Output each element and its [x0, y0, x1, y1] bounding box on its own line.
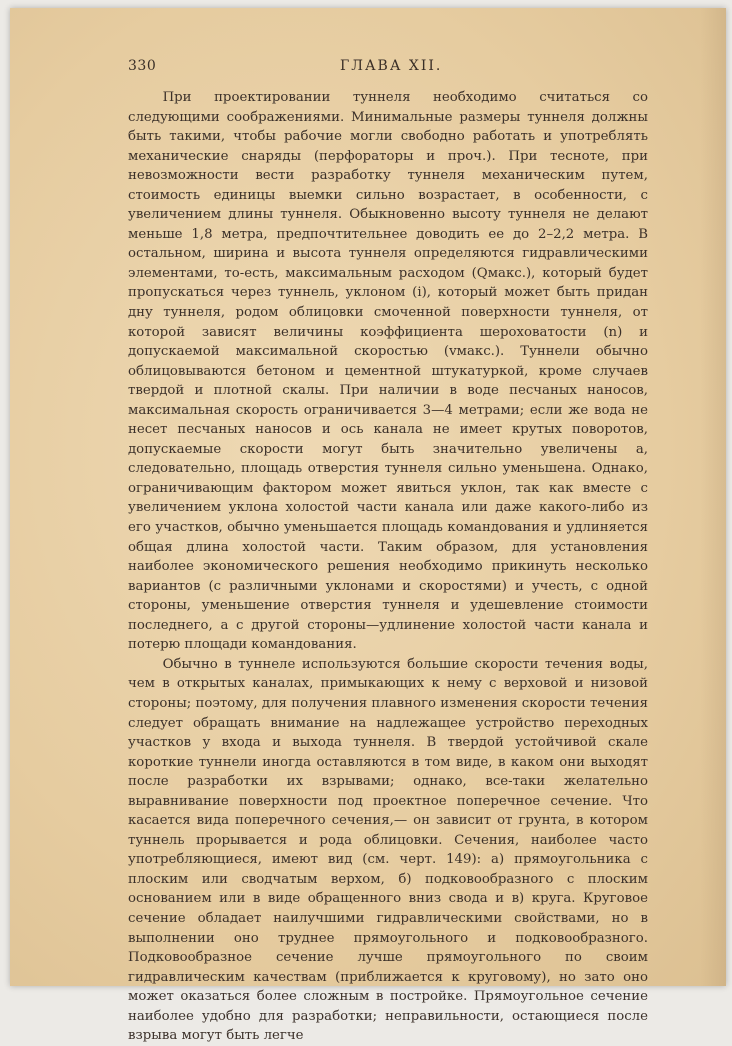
page-number: 330 [128, 58, 157, 74]
chapter-heading: ГЛАВА XII. [340, 58, 443, 74]
paragraph-2: Обычно в туннеле используются большие скорости течения воды, чем в открытых каналах, примыкающих к нему с верховой и низовой стороны; поэтому, для получения плавного изменения скорости течения следует обращать внимание на надлежащее устройство переходных участков у входа и выхода туннеля. В твердой устойчивой скале короткие туннели иногда оставляются в том виде, в каком они выходят после разработки их взрывами; однако, все-таки желательно выравнивание поверхности под проектное поперечное сечение. Что касается вида поперечного сечения,— он зависит от грунта, в котором туннель прорывается и рода облицовки. Сечения, наиболее часто употребляющиеся, имеют вид (см. черт. 149): а) прямоугольника с плоским или сводчатым верхом, б) подковообразного с плоским основанием или в виде обращенного вниз свода и в) круга. Круговое сечение обладает наилучшими гидравлическими свойствами, но в выполнении оно труднее прямоугольного и подковообразного. Подковообразное сечение лучше прямоугольного по своим гидравлическим качествам (приближается к круговому), но зато оно может оказаться более сложным в постройке. Прямоугольное сечение наиболее удобно для разработки; неправильности, остающиеся после взрыва могут быть легче [128, 656, 648, 1044]
body-text [128, 88, 648, 1046]
page-header [128, 56, 508, 78]
book-page [10, 8, 726, 1044]
paragraph-1: При проектировании туннеля необходимо считаться со следующими соображениями. Минимальные размеры туннеля должны быть такими, чтобы рабочие могли свободно работать и употреблять механические снаряды (перфораторы и проч.). При тесноте, при невозможности вести разработку туннеля механическим путем, стоимость единицы выемки сильно возрастает, в особенности, с увеличением длины туннеля. Обыкновенно высоту туннеля не делают меньше 1,8 метра, предпочтительнее доводить ее до 2–2,2 метра. В остальном, ширина и высота туннеля определяются гидравлическими элементами, то-есть, максимальным расходом (Qмакс.), который будет пропускаться через туннель, уклоном (i), который может быть придан дну туннеля, родом облицовки смоченной поверхности туннеля, от которой зависят величины коэффициента шероховатости (n) и допускаемой максимальной скоростью (vмакс.). Туннели обычно облицовываются бетоном и цементной штукатуркой, кроме случаев твердой и плотной скалы. При наличии в воде песчаных наносов, максимальная скорость ограничивается 3—4 метрами; если же вода не несет песчаных наносов и ось канала не имеет крутых поворотов, допускаемые скорости могут быть значительно увеличены а, следовательно, площадь отверстия туннеля сильно уменьшена. Однако, ограничивающим фактором может явиться уклон, так как вместе с увеличением уклона холостой части канала или даже какого-либо из его участков, обычно уменьшается площадь командования и удлиняется общая длина холостой части. Таким образом, для установления наиболее экономического решения необходимо прикинуть несколько вариантов (с различными уклонами и скоростями) и учесть, с одной стороны, уменьшение отверстия туннеля и удешевление стоимости последнего, а с другой стороны—удлинение холостой части канала и потерю площади командования. [128, 90, 648, 653]
page-edge-shadow [700, 8, 726, 986]
